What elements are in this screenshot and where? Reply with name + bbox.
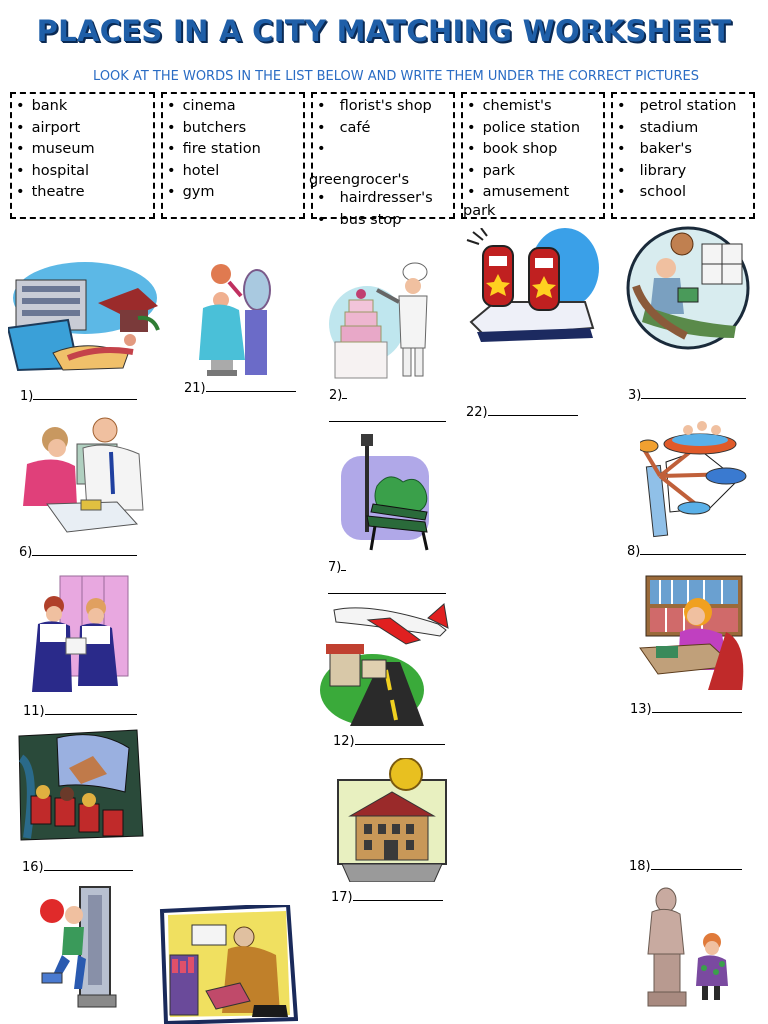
cinema-picture bbox=[17, 728, 145, 852]
word-item: • baker's bbox=[617, 139, 749, 161]
word-item: • library bbox=[617, 161, 749, 183]
word-item: • theatre bbox=[16, 182, 149, 204]
book-shop-picture bbox=[158, 905, 298, 1024]
library-reader-picture bbox=[626, 226, 754, 350]
word-item: • florist's shop bbox=[317, 96, 449, 118]
word-box-4 bbox=[461, 92, 605, 219]
library-woman-picture bbox=[638, 572, 750, 696]
park-bench-picture bbox=[337, 430, 435, 552]
answer-blank-18[interactable]: 18) bbox=[629, 857, 742, 875]
bank-picture bbox=[336, 758, 448, 882]
word-item: • amusement park bbox=[467, 182, 599, 218]
word-item: • book shop bbox=[467, 139, 599, 161]
word-item: • airport bbox=[16, 118, 149, 140]
gym-picture bbox=[38, 885, 118, 1009]
museum-statue-picture bbox=[644, 886, 734, 1010]
answer-blank-7[interactable]: 7) bbox=[328, 558, 446, 599]
answer-blank-16[interactable]: 16) bbox=[22, 858, 133, 876]
word-item: • hospital bbox=[16, 161, 149, 183]
answer-blank-3[interactable]: 3) bbox=[628, 386, 746, 404]
word-item: • petrol station bbox=[617, 96, 749, 118]
hotel-pool-picture bbox=[8, 258, 163, 380]
answer-blank-11[interactable]: 11) bbox=[23, 702, 137, 720]
word-item: • hairdresser's bbox=[317, 188, 449, 210]
word-item: • cinema bbox=[167, 96, 299, 118]
chemist-picture bbox=[17, 414, 147, 536]
word-item: • gym bbox=[167, 182, 299, 204]
word-item: • butchers bbox=[167, 118, 299, 140]
word-item: • bank bbox=[16, 96, 149, 118]
amusement-ride-picture bbox=[640, 416, 750, 540]
answer-blank-13[interactable]: 13) bbox=[630, 700, 742, 718]
word-box-3 bbox=[309, 92, 455, 228]
airport-picture bbox=[320, 600, 452, 726]
answer-blank-2[interactable]: 2) bbox=[329, 386, 446, 427]
school-girls-picture bbox=[30, 574, 130, 696]
word-box-2 bbox=[161, 92, 305, 219]
word-item: • stadium bbox=[617, 118, 749, 140]
word-item: • hotel bbox=[167, 161, 299, 183]
word-box-5 bbox=[611, 92, 755, 219]
petrol-pump-picture bbox=[465, 228, 600, 348]
word-item: • school bbox=[617, 182, 749, 204]
word-item: • greengrocer's bbox=[317, 139, 449, 188]
page-title: PLACES IN A CITY MATCHING WORKSHEET bbox=[36, 14, 732, 48]
word-item: • café bbox=[317, 118, 449, 140]
word-box-1 bbox=[10, 92, 155, 219]
answer-blank-1[interactable]: 1) bbox=[20, 387, 137, 405]
answer-blank-21[interactable]: 21) bbox=[184, 379, 296, 397]
instructions: LOOK AT THE WORDS IN THE LIST BELOW AND WRITE THEM UNDER THE CORRECT PICTURES bbox=[93, 69, 699, 84]
answer-blank-17[interactable]: 17) bbox=[331, 888, 443, 906]
word-item: • fire station bbox=[167, 139, 299, 161]
answer-blank-6[interactable]: 6) bbox=[19, 543, 137, 561]
word-item: • museum bbox=[16, 139, 149, 161]
baker-cake-picture bbox=[327, 262, 432, 382]
hairdresser-picture bbox=[193, 260, 273, 380]
answer-blank-12[interactable]: 12) bbox=[333, 732, 445, 750]
word-item: • chemist's bbox=[467, 96, 599, 118]
word-item: • bus stop bbox=[317, 210, 449, 232]
answer-blank-22[interactable]: 22) bbox=[466, 403, 578, 421]
answer-blank-8[interactable]: 8) bbox=[627, 542, 746, 560]
word-item: • police station bbox=[467, 118, 599, 140]
word-item: • park bbox=[467, 161, 599, 183]
